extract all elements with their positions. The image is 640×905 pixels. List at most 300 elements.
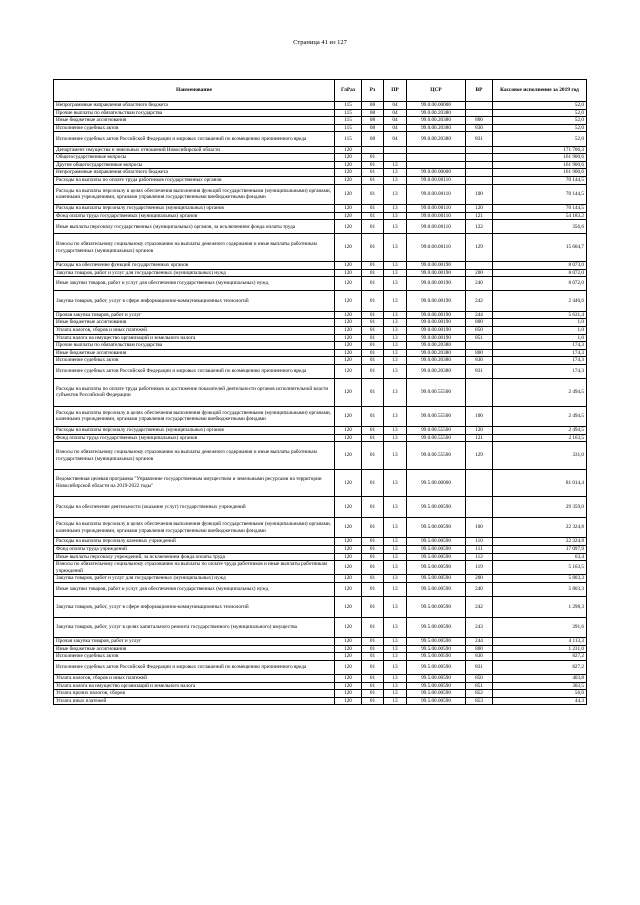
row-name: Закупка товаров, работ, услуг в сфере информационно-коммуникационных технологий [54,291,335,312]
row-sum: 827,2 [493,660,587,674]
row-sum: 174,3 [493,342,587,350]
row-sum: 303,5 [493,682,587,690]
row-sum: 174,3 [493,364,587,378]
row-name: Исполнение судебных актов Российской Федерации и мировых соглашений по возмещению причиненного вреда [54,364,335,378]
row-vr [466,102,493,110]
row-csr: 99.0.00.00190 [407,261,466,269]
row-glraz: 120 [335,357,362,365]
row-rz: 01 [362,169,384,177]
table-row [54,326,587,334]
row-rz: 01 [362,442,384,470]
col-header-glraz: ГлРаз [335,80,362,102]
row-rz: 01 [362,545,384,553]
row-csr: 99.0.00.55500 [407,427,466,435]
row-sum: 2 494,5 [493,427,587,435]
row-pr: 13 [384,342,407,350]
row-csr: 99.5.00.00590 [407,617,466,638]
row-sum: 52,0 [493,109,587,117]
row-pr [384,154,407,162]
row-glraz: 120 [335,645,362,653]
row-sum: 81 014,4 [493,469,587,497]
table-row [54,442,587,470]
row-rz: 01 [362,653,384,661]
row-glraz: 120 [335,205,362,213]
row-pr: 13 [384,469,407,497]
row-glraz: 120 [335,561,362,575]
row-csr: 99.5.00.00590 [407,561,466,575]
row-pr: 13 [384,277,407,291]
row-sum: 29 359,0 [493,497,587,518]
row-name: Расходы на обеспечение функций государственных органов [54,261,335,269]
row-vr [466,469,493,497]
table-row [54,582,587,596]
table-row [54,690,587,698]
table-row [54,291,587,312]
row-pr: 13 [384,434,407,442]
row-vr: 830 [466,653,493,661]
row-csr: 99.0.00.55500 [407,442,466,470]
row-glraz: 120 [335,234,362,262]
col-header-csr: ЦСР [407,80,466,102]
row-rz: 08 [362,124,384,132]
row-glraz: 120 [335,326,362,334]
table-row [54,575,587,583]
row-name: Уплата налога на имущество организаций и земельного налога [54,334,335,342]
row-sum: 2 163,5 [493,434,587,442]
row-csr: 99.0.00.20380 [407,357,466,365]
row-glraz: 120 [335,553,362,561]
row-name: Прочие выплаты по обязательствам государства [54,342,335,350]
table-row [54,234,587,262]
row-csr: 99.0.00.55500 [407,434,466,442]
row-sum: 4 113,3 [493,638,587,646]
row-name: Фонд оплаты труда учреждений [54,545,335,553]
row-pr: 13 [384,660,407,674]
row-vr: 831 [466,364,493,378]
row-vr [466,497,493,518]
row-sum: 403,8 [493,675,587,683]
table-row [54,434,587,442]
row-glraz: 115 [335,102,362,110]
row-glraz: 120 [335,406,362,427]
row-rz: 01 [362,161,384,169]
row-glraz: 120 [335,690,362,698]
row-sum: 70 144,5 [493,176,587,184]
row-name: Взносы по обязательному социальному страхованию на выплаты денежного содержания и иные выплаты работникам государственных (муниципальных) органов [54,442,335,470]
table-row [54,469,587,497]
row-pr: 13 [384,205,407,213]
row-glraz: 120 [335,660,362,674]
row-rz: 08 [362,102,384,110]
row-rz: 01 [362,154,384,162]
row-glraz: 120 [335,364,362,378]
row-glraz: 115 [335,117,362,125]
row-name: Расходы на выплаты персоналу казенных учреждений [54,538,335,546]
row-csr: 99.0.00.20380 [407,109,466,117]
row-name: Иные закупки товаров, работ и услуг для обеспечения государственных (муниципальных) нужд [54,277,335,291]
row-glraz: 120 [335,349,362,357]
row-pr: 13 [384,427,407,435]
row-rz: 01 [362,406,384,427]
row-csr: 99.0.00.00110 [407,212,466,220]
row-glraz: 120 [335,261,362,269]
col-header-vr: ВР [466,80,493,102]
row-glraz: 120 [335,469,362,497]
row-sum: 1,0 [493,326,587,334]
row-vr: 240 [466,582,493,596]
row-csr: 99.5.00.00590 [407,582,466,596]
row-csr: 99.5.00.00590 [407,545,466,553]
row-rz: 01 [362,311,384,319]
row-vr [466,161,493,169]
row-csr: 99.0.00.00190 [407,334,466,342]
row-vr: 851 [466,334,493,342]
row-name: Иные бюджетные ассигнования [54,319,335,327]
row-glraz: 120 [335,697,362,705]
row-name: Закупка товаров, работ и услуг для государственных (муниципальных) нужд [54,269,335,277]
row-csr: 99.0.00.00190 [407,326,466,334]
row-rz: 01 [362,342,384,350]
row-glraz: 120 [335,319,362,327]
row-sum: 356,6 [493,220,587,234]
row-vr: 121 [466,212,493,220]
row-vr: 112 [466,553,493,561]
row-sum: 171 706,3 [493,146,587,154]
row-rz: 01 [362,582,384,596]
row-pr: 13 [384,553,407,561]
row-name: Иные выплаты персоналу учреждений, за исключением фонда оплаты труда [54,553,335,561]
row-glraz: 120 [335,582,362,596]
row-name: Другие общегосударственные вопросы [54,161,335,169]
row-name: Закупка товаров, работ, услуг в целях капитального ремонта государственного (муниципального) имущества [54,617,335,638]
row-pr: 13 [384,442,407,470]
row-sum: 5 803,3 [493,582,587,596]
row-sum: 391,6 [493,617,587,638]
row-name: Уплата прочих налогов, сборов [54,690,335,698]
row-name: Расходы на выплаты персоналу в целях обеспечения выполнения функций государственными (муниципальными) органами, казенными учреждениями, органами управления государственными внебюджетными фондами [54,406,335,427]
row-csr: 99.0.00.00190 [407,311,466,319]
row-name: Исполнение судебных актов Российской Федерации и мировых соглашений по возмещению причиненного вреда [54,660,335,674]
row-rz: 01 [362,234,384,262]
row-vr: 242 [466,291,493,312]
table-row [54,205,587,213]
row-sum: 70 144,5 [493,184,587,205]
row-sum: 8 072,0 [493,269,587,277]
row-name: Прочие выплаты по обязательствам государства [54,109,335,117]
row-vr: 120 [466,427,493,435]
row-pr: 13 [384,326,407,334]
row-name: Расходы на выплаты персоналу в целях обеспечения выполнения функций государственными (муниципальными) органами, казенными учреждениями, органами управления государственными внебюджетными фондами [54,517,335,538]
col-header-rz: Рз [362,80,384,102]
row-vr: 122 [466,220,493,234]
row-vr: 851 [466,682,493,690]
row-vr: 850 [466,326,493,334]
row-vr: 100 [466,517,493,538]
row-glraz: 120 [335,427,362,435]
row-vr: 129 [466,234,493,262]
row-glraz: 120 [335,334,362,342]
row-csr: 99.5.00.00590 [407,660,466,674]
row-csr: 99.0.00.20380 [407,124,466,132]
row-rz: 01 [362,617,384,638]
table-row [54,617,587,638]
row-name: Уплата налогов, сборов и иных платежей [54,675,335,683]
row-sum: 1,0 [493,334,587,342]
row-rz: 01 [362,645,384,653]
row-name: Департамент имущества и земельных отношений Новосибирской области [54,146,335,154]
row-sum: 54 183,2 [493,212,587,220]
row-pr: 13 [384,497,407,518]
row-csr [407,146,466,154]
table-row [54,212,587,220]
row-glraz: 120 [335,146,362,154]
row-pr: 13 [384,517,407,538]
row-sum: 161 900,6 [493,161,587,169]
row-pr: 13 [384,176,407,184]
table-row [54,102,587,110]
table-row [54,379,587,407]
table-row [54,406,587,427]
row-glraz: 120 [335,675,362,683]
row-glraz: 120 [335,342,362,350]
row-sum: 2 440,6 [493,291,587,312]
row-sum: 331,0 [493,442,587,470]
row-rz: 01 [362,697,384,705]
row-rz: 01 [362,638,384,646]
row-glraz: 115 [335,132,362,146]
row-pr: 13 [384,334,407,342]
row-vr: 244 [466,311,493,319]
row-pr: 13 [384,291,407,312]
row-rz: 01 [362,597,384,618]
table-row [54,169,587,177]
row-rz: 01 [362,212,384,220]
row-glraz: 120 [335,184,362,205]
row-sum: 52,0 [493,102,587,110]
row-glraz: 120 [335,682,362,690]
table-row [54,261,587,269]
table-row [54,184,587,205]
table-row [54,132,587,146]
row-name: Ведомственная целевая программа "Управление государственным имуществом и земельными ресурсами на территории Новосибирской области на 2019-2022 годы" [54,469,335,497]
row-vr: 200 [466,575,493,583]
col-header-sum: Кассовое исполнение за 2019 год [493,80,587,102]
table-row [54,538,587,546]
row-sum: 63,4 [493,553,587,561]
table-row [54,364,587,378]
row-name: Иные бюджетные ассигнования [54,117,335,125]
table-row [54,269,587,277]
table-row [54,597,587,618]
row-pr: 13 [384,234,407,262]
row-vr: 110 [466,538,493,546]
row-pr: 13 [384,406,407,427]
table-row [54,334,587,342]
row-sum: 1 231,0 [493,645,587,653]
row-name: Исполнение судебных актов [54,124,335,132]
row-csr: 99.5.00.00590 [407,538,466,546]
table-row [54,561,587,575]
row-glraz: 115 [335,124,362,132]
row-glraz: 120 [335,176,362,184]
row-sum: 827,2 [493,653,587,661]
row-csr: 99.5.00.00590 [407,645,466,653]
row-pr: 04 [384,132,407,146]
row-name: Исполнение судебных актов [54,653,335,661]
row-csr: 99.5.00.00590 [407,682,466,690]
row-rz: 01 [362,553,384,561]
row-pr: 13 [384,653,407,661]
row-name: Исполнение судебных актов [54,357,335,365]
row-pr: 13 [384,311,407,319]
row-csr: 99.5.00.00590 [407,497,466,518]
row-glraz: 120 [335,379,362,407]
row-csr: 99.0.00.00000 [407,169,466,177]
row-vr: 121 [466,434,493,442]
row-vr: 244 [466,638,493,646]
row-sum: 5 631,4 [493,311,587,319]
table-row [54,653,587,661]
table-row [54,517,587,538]
row-name: Расходы на выплаты персоналу государственных (муниципальных) органов [54,427,335,435]
row-name: Общегосударственные вопросы [54,154,335,162]
row-sum: 15 604,7 [493,234,587,262]
row-csr: 99.0.00.00190 [407,277,466,291]
row-csr: 99.5.00.00590 [407,517,466,538]
row-csr: 99.0.00.00110 [407,184,466,205]
row-vr: 800 [466,117,493,125]
row-vr [466,379,493,407]
row-csr [407,161,466,169]
row-rz: 01 [362,675,384,683]
table-row [54,638,587,646]
row-csr: 99.0.00.00000 [407,102,466,110]
row-pr: 04 [384,124,407,132]
table-row [54,146,587,154]
row-name: Закупка товаров, работ, услуг в сфере информационно-коммуникационных технологий [54,597,335,618]
row-rz: 01 [362,326,384,334]
row-glraz: 120 [335,538,362,546]
page-number: Страница 41 из 127 [293,39,347,46]
row-name: Фонд оплаты труда государственных (муниципальных) органов [54,212,335,220]
row-rz: 01 [362,220,384,234]
table-row [54,427,587,435]
row-rz: 01 [362,184,384,205]
table-row [54,553,587,561]
row-rz: 01 [362,538,384,546]
row-glraz: 120 [335,269,362,277]
row-name: Уплата иных платежей [54,697,335,705]
table-row [54,176,587,184]
row-pr [384,146,407,154]
table-body [54,102,587,705]
row-pr: 13 [384,597,407,618]
row-rz: 01 [362,334,384,342]
table-row [54,342,587,350]
row-pr: 13 [384,261,407,269]
row-vr: 119 [466,561,493,575]
row-rz: 01 [362,497,384,518]
row-glraz: 120 [335,638,362,646]
row-name: Расходы на выплаты персоналу в целях обеспечения выполнения функций государственными (муниципальными) органами, казенными учреждениями, органами управления государственными внебюджетными фондами [54,184,335,205]
row-vr [466,146,493,154]
row-rz: 01 [362,427,384,435]
row-glraz: 120 [335,154,362,162]
table-row [54,645,587,653]
budget-table [53,79,587,705]
row-csr: 99.0.00.00110 [407,176,466,184]
row-glraz: 120 [335,617,362,638]
row-name: Уплата налога на имущество организаций и земельного налога [54,682,335,690]
row-csr: 99.5.00.00590 [407,690,466,698]
row-rz: 01 [362,205,384,213]
row-pr: 13 [384,364,407,378]
row-glraz: 120 [335,277,362,291]
row-sum: 2 494,5 [493,379,587,407]
row-vr [466,176,493,184]
row-sum: 8 072,0 [493,277,587,291]
row-name: Взносы по обязательному социальному страхованию на выплаты денежного содержания и иные выплаты работникам государственных (муниципальных) органов [54,234,335,262]
row-vr: 831 [466,132,493,146]
row-sum: 22 324,8 [493,538,587,546]
table-row [54,545,587,553]
row-rz: 01 [362,517,384,538]
row-pr: 04 [384,109,407,117]
row-vr: 800 [466,319,493,327]
row-csr: 99.5.00.00590 [407,653,466,661]
row-csr: 99.0.00.20380 [407,117,466,125]
table-row [54,697,587,705]
row-pr: 13 [384,212,407,220]
row-sum: 70 144,5 [493,205,587,213]
row-rz: 01 [362,561,384,575]
row-rz: 01 [362,379,384,407]
row-csr: 99.0.00.20380 [407,342,466,350]
row-name: Иные закупки товаров, работ и услуг для обеспечения государственных (муниципальных) нужд [54,582,335,596]
table-row [54,682,587,690]
row-sum: 44,3 [493,697,587,705]
table-row [54,109,587,117]
row-sum: 174,3 [493,349,587,357]
row-rz: 01 [362,357,384,365]
row-vr: 100 [466,184,493,205]
row-pr: 13 [384,319,407,327]
table-row [54,161,587,169]
row-name: Расходы на выплаты по оплате труда работников государственных органов [54,176,335,184]
row-sum: 17 097,9 [493,545,587,553]
col-header-name: Наименование [54,80,335,102]
row-csr: 99.5.00.00590 [407,597,466,618]
table-row [54,220,587,234]
row-csr: 99.0.00.20380 [407,132,466,146]
row-sum: 52,0 [493,124,587,132]
row-pr: 13 [384,575,407,583]
row-sum: 5 163,5 [493,561,587,575]
row-sum: 52,0 [493,132,587,146]
row-csr: 99.5.00.00590 [407,697,466,705]
row-rz: 08 [362,109,384,117]
row-glraz: 120 [335,597,362,618]
row-rz: 01 [362,364,384,378]
row-csr: 99.0.00.20380 [407,349,466,357]
row-pr: 13 [384,645,407,653]
row-glraz: 120 [335,653,362,661]
row-name: Фонд оплаты труда государственных (муниципальных) органов [54,434,335,442]
row-sum: 161 900,6 [493,154,587,162]
row-sum: 1,0 [493,319,587,327]
row-csr: 99.0.00.00190 [407,319,466,327]
row-csr: 99.0.00.55500 [407,379,466,407]
